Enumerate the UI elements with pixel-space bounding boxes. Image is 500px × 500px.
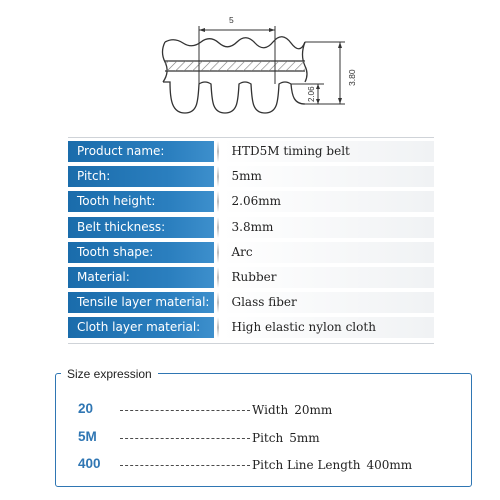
- spec-divider: [217, 191, 219, 212]
- spec-row-material: [68, 265, 434, 290]
- belt-outline: [163, 37, 308, 113]
- spec-key: Product name:: [68, 141, 214, 162]
- spec-value: HTD5M timing belt: [222, 141, 435, 162]
- size-value: 5mm: [289, 431, 320, 445]
- size-label: Width: [252, 403, 289, 417]
- spec-key: Tooth shape:: [68, 242, 214, 263]
- spec-row-tooth-height: [68, 189, 434, 214]
- spec-value: Glass fiber: [222, 292, 435, 313]
- size-desc-pitch: [252, 431, 320, 445]
- size-value: 400mm: [366, 458, 413, 472]
- tensile-layer-hatch: [165, 61, 305, 71]
- table-top-rule: [68, 137, 434, 138]
- spec-value: Rubber: [222, 267, 435, 288]
- spec-value: High elastic nylon cloth: [222, 317, 435, 338]
- size-label: Pitch: [252, 431, 284, 445]
- spec-divider: [217, 141, 219, 162]
- belt-thickness-dimension-label: 3.80: [347, 69, 357, 86]
- pitch-dimension-label: 5: [229, 15, 234, 25]
- size-label: Pitch Line Length: [252, 458, 361, 472]
- spec-key: Tooth height:: [68, 191, 214, 212]
- spec-divider: [217, 217, 219, 238]
- leader-line: [120, 438, 250, 439]
- leader-line: [120, 410, 250, 411]
- size-value: 20mm: [294, 403, 333, 417]
- spec-value: 3.8mm: [222, 217, 435, 238]
- size-code-pitch: 5M: [78, 429, 97, 444]
- spec-row-cloth-layer: [68, 315, 434, 340]
- spec-value: 2.06mm: [222, 191, 435, 212]
- tooth-height-dimension-label: 2.06: [307, 86, 316, 102]
- spec-divider: [217, 166, 219, 187]
- leader-line: [120, 465, 250, 466]
- size-desc-length: [252, 458, 412, 472]
- spec-row-tooth-shape: [68, 240, 434, 265]
- spec-value: Arc: [222, 242, 435, 263]
- spec-table: [68, 139, 434, 341]
- size-code-length: 400: [78, 456, 101, 471]
- spec-value: 5mm: [222, 166, 435, 187]
- spec-divider: [217, 292, 219, 313]
- spec-key: Pitch:: [68, 166, 214, 187]
- spec-key: Tensile layer material:: [68, 292, 214, 313]
- spec-row-pitch: [68, 164, 434, 189]
- spec-row-tensile-layer: [68, 290, 434, 315]
- spec-divider: [217, 242, 219, 263]
- spec-divider: [217, 317, 219, 338]
- belt-profile-diagram: [0, 0, 500, 130]
- size-desc-width: [252, 403, 332, 417]
- size-code-width: 20: [78, 401, 94, 416]
- spec-divider: [217, 267, 219, 288]
- table-bottom-rule: [68, 343, 434, 344]
- spec-row-product-name: [68, 139, 434, 164]
- spec-row-belt-thickness: [68, 215, 434, 240]
- spec-key: Material:: [68, 267, 214, 288]
- spec-key: Belt thickness:: [68, 217, 214, 238]
- size-expression-title: Size expression: [61, 367, 158, 381]
- spec-key: Cloth layer material:: [68, 317, 214, 338]
